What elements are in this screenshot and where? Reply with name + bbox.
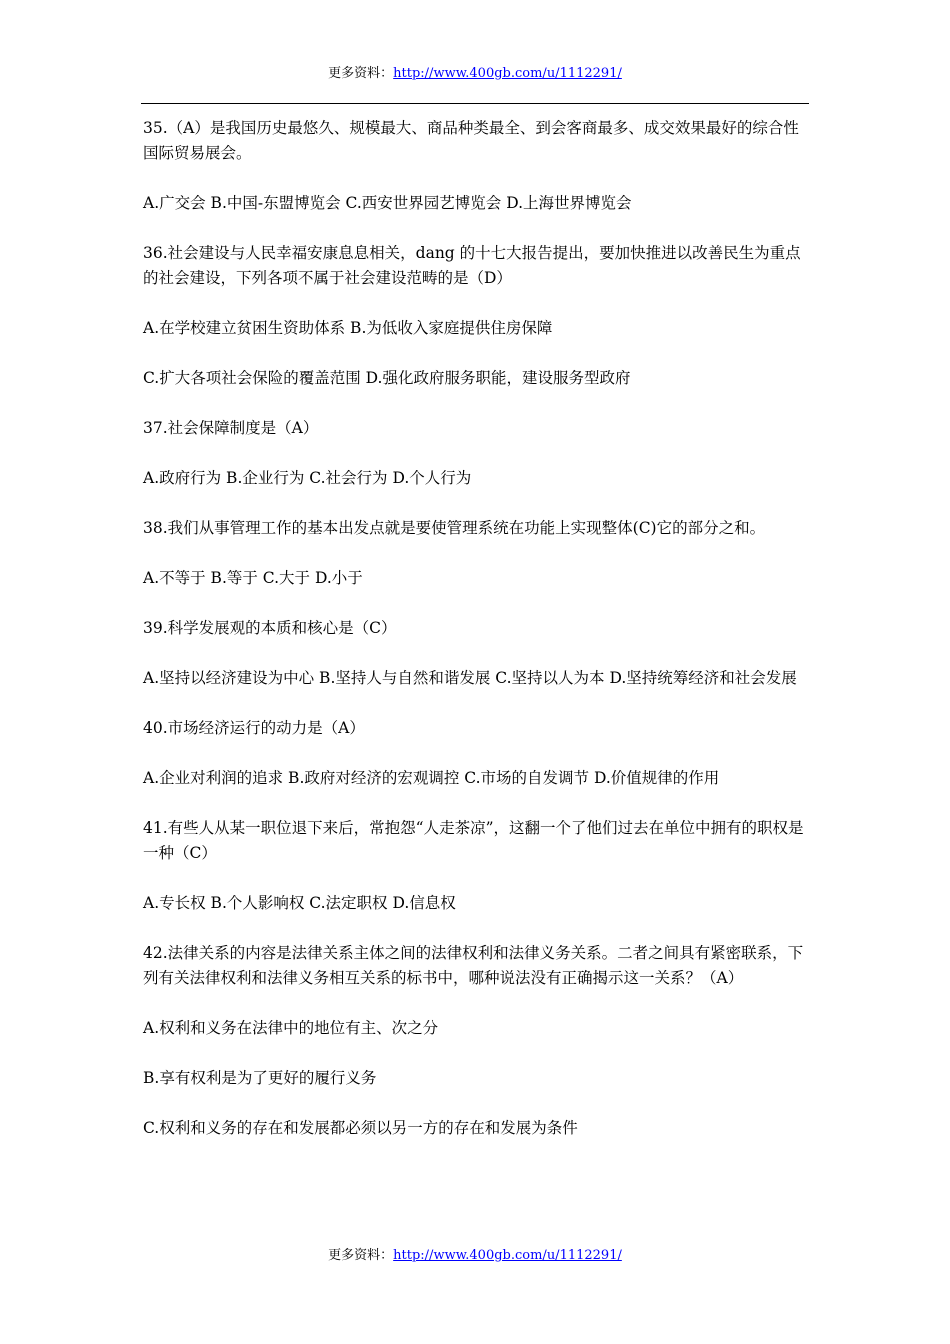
options-40: A.企业对利润的追求 B.政府对经济的宏观调控 C.市场的自发调节 D.价值规律的作用 bbox=[143, 769, 720, 787]
options-35: A.广交会 B.中国-东盟博览会 C.西安世界园艺博览会 D.上海世界博览会 bbox=[143, 194, 632, 212]
options-37: A.政府行为 B.企业行为 C.社会行为 D.个人行为 bbox=[143, 469, 472, 487]
options-41: A.专长权 B.个人影响权 C.法定职权 D.信息权 bbox=[143, 894, 456, 912]
question-38: 38.我们从事管理工作的基本出发点就是要使管理系统在功能上实现整体(C)它的部分之和。 bbox=[143, 519, 766, 537]
question-36: 36.社会建设与人民幸福安康息息相关，dang 的十七大报告提出，要加快推进以改善民生为重点的社会建设，下列各项不属于社会建设范畴的是（D） bbox=[143, 244, 801, 287]
question-35: 35.（A）是我国历史最悠久、规模最大、商品种类最全、到会客商最多、成交效果最好的综合性国际贸易展会。 bbox=[143, 119, 799, 162]
options-36-cd: C.扩大各项社会保险的覆盖范围 D.强化政府服务职能，建设服务型政府 bbox=[143, 369, 631, 387]
options-36-ab: A.在学校建立贫困生资助体系 B.为低收入家庭提供住房保障 bbox=[143, 319, 553, 337]
header-divider bbox=[141, 103, 809, 104]
footer-label: 更多资料： bbox=[328, 1248, 394, 1263]
page-footer bbox=[0, 1248, 950, 1264]
option-42-b: B.享有权利是为了更好的履行义务 bbox=[143, 1069, 377, 1087]
question-41: 41.有些人从某一职位退下来后，常抱怨“人走茶凉”，这翻一个了他们过去在单位中拥有的职权是一种（C） bbox=[143, 819, 804, 862]
question-39: 39.科学发展观的本质和核心是（C） bbox=[143, 619, 397, 637]
question-37: 37.社会保障制度是（A） bbox=[143, 419, 319, 437]
option-42-c: C.权利和义务的存在和发展都必须以另一方的存在和发展为条件 bbox=[143, 1119, 578, 1137]
page-header bbox=[0, 66, 950, 82]
document-body bbox=[143, 116, 811, 1166]
question-42: 42.法律关系的内容是法律关系主体之间的法律权利和法律义务关系。二者之间具有紧密联系，下列有关法律权利和法律义务相互关系的标书中，哪种说法没有正确揭示这一关系？（A） bbox=[143, 944, 804, 987]
header-label: 更多资料： bbox=[328, 66, 394, 81]
header-link[interactable]: http://www.400gb.com/u/1112291/ bbox=[393, 66, 622, 81]
options-39: A.坚持以经济建设为中心 B.坚持人与自然和谐发展 C.坚持以人为本 D.坚持统筹经济和社会发展 bbox=[143, 669, 797, 687]
footer-link[interactable]: http://www.400gb.com/u/1112291/ bbox=[393, 1248, 622, 1263]
option-42-a: A.权利和义务在法律中的地位有主、次之分 bbox=[143, 1019, 439, 1037]
options-38: A.不等于 B.等于 C.大于 D.小于 bbox=[143, 569, 363, 587]
question-40: 40.市场经济运行的动力是（A） bbox=[143, 719, 365, 737]
